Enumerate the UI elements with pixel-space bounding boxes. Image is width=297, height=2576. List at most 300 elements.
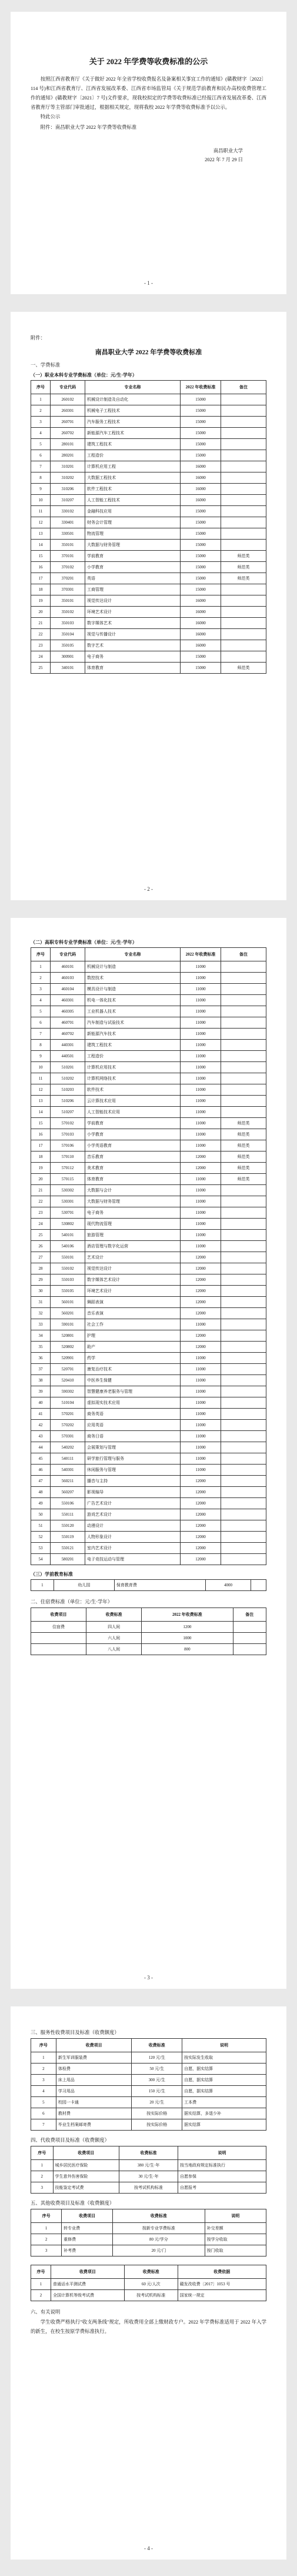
table-cell: 300901 [51,651,85,663]
column-header: 收费项目 [56,2039,132,2052]
table-row [31,450,266,461]
table-cell: 520801 [51,1330,85,1342]
table-cell: 370301 [51,584,85,595]
col-name: 专业名称 [85,381,181,394]
table-cell: 21 [31,1185,51,1196]
table-cell [233,1644,266,1655]
signature: 南昌职业大学 [213,148,243,154]
table-cell [221,595,266,607]
table-row [31,1129,266,1140]
table-cell: 云计算技术应用 [85,1096,181,1107]
table-cell: 2 [31,973,51,984]
table-cell: 5 [31,1006,51,1017]
table-cell: 19 [31,1163,51,1174]
table-cell: 350101 [51,595,85,607]
table-cell: 自愿参保 [178,2171,266,2182]
table-cell: 15000 [181,428,221,439]
table-row [31,1219,266,1230]
table-cell: 中医养生保健 [85,1375,181,1386]
table-cell: 12000 [181,1476,221,1487]
table-cell: 520901 [51,1353,85,1364]
table-cell [221,1386,266,1397]
table-cell: 师范类 [221,1140,266,1151]
table-cell: 510202 [51,1073,85,1084]
table-row [31,1465,266,1476]
table-cell: 29 [31,1274,51,1286]
table-cell: 大数据与会计 [85,1185,181,1196]
table-cell: 300 元/生 [132,2075,182,2086]
table-cell: 自愿，据实结算 [182,2075,266,2086]
table-row [31,1118,266,1129]
table-cell: 16 [31,1129,51,1140]
table-cell: 38 [31,1375,51,1386]
table-cell [221,1062,266,1073]
notice-paragraph-1: 按照江西省教育厅《关于做好 2022 年全省学校收费报名及备案相关事宜工作的通知》(赣教财字〔2022〕114 号)和江西省教育厅、江西省发展改革委、江西省市场监管局《关于规范学前教育和民办高校收费管理工作的通知》(赣教财字〔2021〕7 号)文件要求，现我校拟定的学费等收费标准已经报江西省发展改革委、江西省教育厅等主管部门审批通过，根据相关规定，现将我校 2022 年学费等收费标准予以公示。 [31,76,266,110]
table-cell [221,1308,266,1319]
table-cell: 550103 [51,1274,85,1286]
table-row [31,1520,266,1532]
table-cell: 视觉传达设计 [85,1263,181,1274]
table-cell: 560201 [51,1308,85,1319]
table-cell: 42 [31,1420,51,1431]
table-cell: 智慧健康养老服务与管理 [85,1386,181,1397]
table-cell [221,1409,266,1420]
table-cell [221,1319,266,1330]
table-cell: 570301 [51,1431,85,1442]
table-cell: 550120 [51,1520,85,1532]
table-cell: 26 [31,1241,51,1252]
table-cell [221,995,266,1006]
table-cell: 大数据与财务管理 [85,1196,181,1207]
table-cell: 商务英语 [85,1409,181,1420]
table-row [31,1040,266,1051]
table-cell: 370101 [51,551,85,562]
table-cell: 休闲服务与管理 [85,1465,181,1476]
table-cell [31,1633,86,1644]
column-header: 说明 [182,2039,266,2052]
table-cell: 50 元/生 [132,2064,182,2075]
table-cell: 350102 [51,607,85,618]
table-cell: 19 [31,595,51,607]
table-cell: 1200 [142,1622,233,1633]
table-row [31,1207,266,1219]
table-cell: 120 元/生 [132,2052,182,2064]
table-row [31,506,266,517]
table-cell: 7 [31,1029,51,1040]
other-heading: 五、其他收费项目及标准（收费额度） [31,2201,115,2206]
table-cell: 4 [31,428,51,439]
table-cell: 11000 [181,1230,221,1241]
table-cell: 24 [31,1219,51,1230]
table-cell [221,1476,266,1487]
table-cell: 11000 [181,1375,221,1386]
table-row [31,1185,266,1196]
table-row [31,495,266,506]
table-cell: 570106 [51,1140,85,1151]
table-cell [221,1453,266,1465]
table-cell: 570103 [51,1129,85,1140]
table-cell: 44 [31,1442,51,1453]
table-cell: 460301 [51,995,85,1006]
table-row [31,2075,266,2086]
table-cell: 9 [31,1051,51,1062]
col-remark: 备注 [221,381,266,394]
table-cell: 3 [31,2245,62,2257]
table-cell: 530302 [51,1185,85,1196]
table-cell: 11000 [181,1096,221,1107]
table-cell: 16000 [181,495,221,506]
table-cell: 15000 [181,517,221,528]
table-cell [221,1252,266,1263]
column-header: 序号 [31,2146,54,2160]
table-cell: 380 元/生·年 [119,2160,178,2171]
table-cell: 49 [31,1498,51,1509]
table-cell: 550119 [51,1532,85,1543]
table-row [31,2245,266,2257]
table-cell [221,618,266,629]
column-header: 说明 [205,2209,266,2223]
table-cell: 按实际发生收取 [182,2052,266,2064]
table-cell: 学生意外伤害保险 [53,2171,119,2182]
table-cell: 1 [31,1580,54,1591]
dorm-fee-table [31,1607,266,1655]
undergrad-fee-table [31,380,266,674]
table-row [31,973,266,984]
table-cell [221,651,266,663]
table-cell: 1 [31,394,51,405]
table-row [31,1107,266,1118]
table-cell [221,1185,266,1196]
page-3 [11,918,286,1989]
table-cell: 11000 [181,1084,221,1096]
table-cell: 570110 [51,1151,85,1163]
table-cell: 据实结算 [182,2119,266,2131]
table-cell: 学前教育 [85,551,181,562]
table-cell [221,1297,266,1308]
table-cell: 570112 [51,1163,85,1174]
table-cell: 计算机网络技术 [85,1073,181,1084]
table-cell: 8 [31,1040,51,1051]
table-cell: 酒店管理与数字化运营 [85,1241,181,1252]
table-row [31,2182,266,2194]
table-cell: 34 [31,1330,51,1342]
table-cell: 人物形象设计 [85,1532,181,1543]
attachment-line: 附件：南昌职业大学 2022 年学费等收费标准 [40,125,137,130]
table-cell: 师范类 [221,1118,266,1129]
table-cell [221,973,266,984]
table-cell: 数控技术 [85,973,181,984]
table-cell: 师范类 [221,1151,266,1163]
table-cell: 36 [31,1353,51,1364]
table-cell: 530301 [51,1196,85,1207]
table-row [31,1163,266,1174]
table-row [31,1420,266,1431]
table-cell: 16000 [181,629,221,640]
table-cell: 12000 [181,1252,221,1263]
table-cell: 48 [31,1487,51,1498]
table-cell: 280201 [51,450,85,461]
table-cell: 12000 [181,1520,221,1532]
table-cell: 工商管理 [85,584,181,595]
table-cell: 20 [31,1174,51,1185]
table-cell: 社会工作 [85,1319,181,1330]
col-seq: 序号 [31,381,51,394]
table-cell: 550101 [51,1252,85,1263]
col-fee: 2022 年收费标准 [181,381,221,394]
table-row [31,1297,266,1308]
dorm-heading: 二、住宿费标准（单位：元/生·学年） [31,1599,113,1605]
table-cell: 22 [31,1196,51,1207]
table-cell: 15000 [181,562,221,573]
table-cell [221,1353,266,1364]
table-cell: 11000 [181,1397,221,1409]
table-cell: 11000 [181,1107,221,1118]
table-cell: 四人间 [86,1622,142,1633]
table-cell: 工本费 [182,2097,266,2108]
page-number: - 4 - [144,2545,153,2551]
table-cell: 350103 [51,618,85,629]
table-row [31,629,266,640]
table-cell: 23 [31,1207,51,1219]
table-cell: 590101 [51,1319,85,1330]
table-cell [221,1330,266,1342]
table-cell: 460104 [51,984,85,995]
table-cell: 八人间 [86,1644,142,1655]
table-cell: 建筑工程技术 [85,1040,181,1051]
table-cell: 11000 [181,1241,221,1252]
table-row [31,1580,266,1591]
table-cell: 310202 [51,472,85,484]
table-cell: 师范类 [221,1129,266,1140]
table-cell: 15000 [181,417,221,428]
table-row [31,607,266,618]
table-cell: 440501 [51,1051,85,1062]
table-row [31,1353,266,1364]
table-cell [221,1274,266,1286]
table-cell [221,1263,266,1274]
table-cell: 12000 [181,1330,221,1342]
table-cell: 1 [31,961,51,973]
table-cell [221,1442,266,1453]
table-cell [221,1029,266,1040]
table-row [31,1096,266,1107]
table-cell: 11000 [181,1118,221,1129]
table-row [31,618,266,629]
table-cell: 4 [31,995,51,1006]
table-cell: 32 [31,1308,51,1319]
table-cell: 按新专业学费标准 [113,2223,205,2234]
table-cell: 环境艺术设计 [85,1286,181,1297]
table-row [31,1375,266,1386]
table-row [31,484,266,495]
table-row [31,1274,266,1286]
table-row [31,1062,266,1073]
table-row [31,1342,266,1353]
table-cell: 机械电子工程技术 [85,405,181,417]
table-cell: 大数据与财务管理 [85,540,181,551]
table-row [31,2234,266,2245]
table-cell: 体育教育 [85,1174,181,1185]
table-cell: 按考试机构标准 [124,2290,178,2301]
column-header: 2022 年收费标准 [142,1608,233,1622]
table-row [31,1252,266,1263]
table-cell: 虚拟现实技术应用 [85,1397,181,1409]
table-cell: 自愿，据实结算 [182,2064,266,2075]
table-cell: 11000 [181,1219,221,1230]
table-cell [221,540,266,551]
table-cell: 9 [31,484,51,495]
service-fee-table [31,2038,266,2131]
vocational-fee-table [31,947,266,1565]
column-header: 序号 [31,2209,62,2223]
table-cell: 助产 [85,1342,181,1353]
table-cell: 音乐表演 [85,1308,181,1319]
table-row [31,2171,266,2182]
table-cell: 570102 [51,1118,85,1129]
table-cell: 11000 [181,1409,221,1420]
agent-fee-table [31,2146,266,2194]
table-cell: 工业机器人技术 [85,1006,181,1017]
table-cell [221,1219,266,1230]
table-cell: 510206 [51,1096,85,1107]
table-cell: 商务日语 [85,1431,181,1442]
table-cell: 六人间 [86,1633,142,1644]
column-header: 收费依据 [178,2265,266,2279]
table-cell: 11000 [181,973,221,984]
column-header: 说明 [178,2146,266,2160]
page-number: - 3 - [144,1975,153,1981]
table-cell: 580201 [51,1554,85,1565]
table-cell: 游戏艺术设计 [85,1509,181,1520]
table-cell: 5 [31,2097,56,2108]
table-cell: 530802 [51,1219,85,1230]
table-cell: 11000 [181,995,221,1006]
table-cell: 师范类 [221,663,266,674]
page-1 [11,12,286,294]
table-cell: 52 [31,1532,51,1543]
table-cell: 12 [31,517,51,528]
table-cell [221,1342,266,1353]
table-cell: 12000 [181,1163,221,1174]
table-cell: 22 [31,629,51,640]
table-cell: 15000 [181,551,221,562]
table-cell: 540111 [51,1453,85,1465]
table-cell [221,1051,266,1062]
table-cell: 研学旅行管理与服务 [85,1453,181,1465]
table-cell [221,1532,266,1543]
table-row [31,540,266,551]
table-cell: 工程造价 [85,1051,181,1062]
table-cell: 视觉与传播设计 [85,629,181,640]
table-cell: 校园一卡通 [56,2097,132,2108]
table-cell: 据实结算，多退少补 [182,2108,266,2119]
table-cell: 11000 [181,1073,221,1084]
table-cell: 师范类 [221,551,266,562]
table-cell [221,1096,266,1107]
table-cell: 7 [31,461,51,472]
table-cell: 11000 [181,1453,221,1465]
table-cell: 住宿费 [31,1622,86,1633]
table-cell: 转专业费 [62,2223,113,2234]
table-cell: 590302 [51,1386,85,1397]
table-row [31,1017,266,1029]
table-cell: 8 [31,472,51,484]
table-cell: 视觉传达设计 [85,595,181,607]
table-cell [221,1017,266,1029]
table-cell: 城乡居民医疗保险 [53,2160,119,2171]
table-row [31,551,266,562]
table-cell: 11000 [181,1431,221,1442]
table-cell: 保育教育费 [114,1580,205,1591]
table-row [31,1006,266,1017]
table-row [31,417,266,428]
table-cell [221,484,266,495]
table-cell: 计算机应用技术 [85,1062,181,1073]
table-cell: 41 [31,1409,51,1420]
table-cell [221,1040,266,1051]
table-cell: 软件技术 [85,1084,181,1096]
page-number: - 2 - [144,886,153,892]
table-cell: 11000 [181,1465,221,1476]
table-cell: 330102 [51,506,85,517]
table-row [31,2160,266,2171]
table-cell: 2 [31,2171,54,2182]
table-row [31,1263,266,1274]
table-cell: 体检费 [56,2064,132,2075]
table-cell: 自愿，据实结算 [182,2086,266,2097]
table-cell: 广告艺术设计 [85,1498,181,1509]
table-cell: 师范类 [221,1174,266,1185]
table-cell [221,1554,266,1565]
table-row [31,2052,266,2064]
column-header: 收费项目 [53,2146,119,2160]
table-cell: 23 [31,640,51,651]
table-cell: 按当地政府规定标准执行 [178,2160,266,2171]
table-cell: 460701 [51,1017,85,1029]
table-row [31,995,266,1006]
table-cell [221,1107,266,1118]
table-cell: 12000 [181,1554,221,1565]
table-cell: 800 [142,1644,233,1655]
column-header: 收费标准 [86,1608,142,1622]
table-cell: 新生军训服装费 [56,2052,132,2064]
table-cell: 电子商务 [85,1207,181,1219]
table-cell: 18 [31,1151,51,1163]
column-header: 序号 [31,2265,51,2279]
table-cell: 20 元/生 [132,2097,182,2108]
table-cell: 15000 [181,540,221,551]
table-cell: 11000 [181,1196,221,1207]
table-cell: 新能源汽车技术 [85,1029,181,1040]
table-cell: 11000 [181,1364,221,1375]
table-cell [221,584,266,595]
table-row [31,2064,266,2075]
table-cell: 12000 [181,1308,221,1319]
table-cell [221,1230,266,1241]
table-cell: 16000 [181,472,221,484]
table-cell [221,517,266,528]
table-cell: 540106 [51,1241,85,1252]
table-row [31,1442,266,1453]
table-cell: 1 [31,2160,54,2171]
table-row [31,405,266,417]
table-cell: 31 [31,1297,51,1308]
table-cell: 机电一体化技术 [85,995,181,1006]
table-cell: 510203 [51,1084,85,1096]
table-cell: 电子竞技运动与管理 [85,1554,181,1565]
table-row [31,2290,266,2301]
extra-fee-table [31,2265,266,2301]
